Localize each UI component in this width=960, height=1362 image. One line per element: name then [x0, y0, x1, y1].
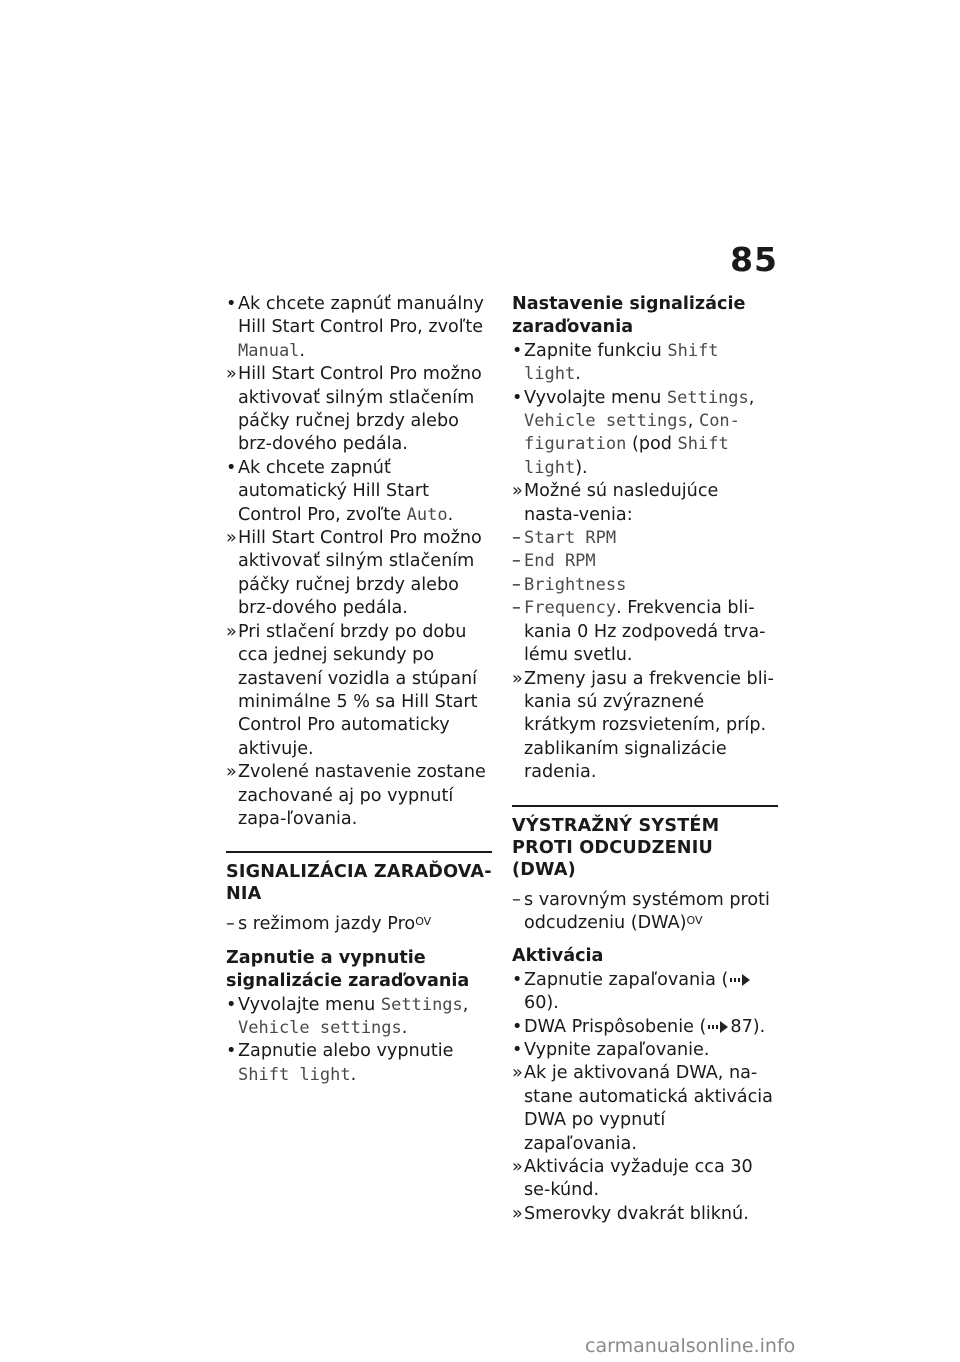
menu-option: Start RPM: [524, 528, 617, 549]
bullet-marker: •: [512, 1016, 523, 1037]
dash-marker: –: [226, 914, 235, 935]
result-item: [512, 1203, 778, 1226]
list-item: [512, 1016, 778, 1039]
menu-option: Vehicle settings: [524, 411, 688, 432]
result-marker: »: [512, 1203, 523, 1224]
result-marker: »: [512, 481, 523, 502]
item-text: s režimom jazdy Pro: [238, 914, 416, 935]
section-divider: [226, 851, 492, 853]
bullet-marker: •: [226, 294, 237, 314]
subheading: Zapnutie a vypnutie signalizácie zaraďovania: [226, 947, 470, 992]
menu-option: Settings: [666, 387, 749, 408]
dash-marker: –: [512, 551, 521, 572]
list-item: [512, 969, 778, 1016]
list-item: • Zapnutie alebo vypnutie Shift light.: [226, 1041, 454, 1085]
item-text: Zapnutie alebo vypnutie: [238, 1041, 454, 1062]
page-reference: 87).: [730, 1016, 766, 1037]
item-text: Ak chcete zapnúť manuálny Hill Start Control Pro, zvoľte: [238, 294, 484, 338]
result-item: [226, 527, 492, 621]
item-text: Hill Start Control Pro možno aktivovať silným stlačením páčky ručnej brzdy alebo brz-dového pedála.: [238, 528, 482, 619]
bullet-marker: •: [226, 457, 237, 478]
item-text: DWA Prispôsobenie (: [524, 1016, 707, 1037]
menu-option: Frequency: [524, 598, 617, 619]
item-text: . Frekvencia bli-kania 0 Hz zodpovedá trva-lému svetlu.: [524, 598, 766, 666]
item-text: Vypnite zapaľovanie.: [524, 1039, 710, 1060]
item-text: Smerovky dvakrát bliknú.: [524, 1203, 749, 1224]
list-item: • Vyvolajte menu Settings, Vehicle settings, Con-figuration (pod Shift light).: [512, 387, 755, 478]
option-item: [512, 550, 778, 573]
item-text: Ak chcete zapnúť automatický Hill Start Control Pro, zvoľte: [238, 457, 430, 525]
result-item: [512, 1062, 778, 1156]
dash-marker: –: [512, 574, 521, 595]
list-item: • Vyvolajte menu Settings, Vehicle settings.: [226, 994, 469, 1038]
option-superscript: OV: [686, 913, 703, 927]
list-item: • Zapnite funkciu Shift light.: [512, 340, 719, 385]
menu-option: Auto: [406, 504, 448, 525]
item-text: (pod: [626, 434, 678, 455]
page-number: 85: [730, 240, 778, 279]
result-item: [226, 621, 492, 761]
page-reference: 60).: [524, 993, 559, 1014]
menu-option: Brightness: [524, 574, 627, 595]
menu-option: Manual: [238, 340, 300, 361]
result-item: [512, 1156, 778, 1203]
bullet-marker: •: [512, 1039, 523, 1060]
item-text: Pri stlačení brzdy po dobu cca jednej sekundy po zastavení vozidla a stúpaní minimálne 5 % sa Hill Start Control Pro automaticky aktivuje.: [238, 621, 478, 759]
section-title: SIGNALIZÁCIA ZARAĎOVA-NIA: [226, 862, 492, 905]
right-column: [512, 293, 778, 1226]
menu-option: Shift light: [524, 340, 719, 385]
result-marker: »: [226, 762, 237, 783]
item-text: Zvolené nastavenie zostane zachované aj po vypnutí zapa-ľovania.: [238, 762, 486, 829]
item-text: Aktivácia vyžaduje cca 30 se-kúnd.: [524, 1157, 753, 1201]
watermark: carmanualsonline.info: [585, 1335, 796, 1357]
result-item: [226, 363, 492, 457]
item-text: Možné sú nasledujúce nasta-venia:: [524, 481, 719, 525]
item-text: Zmeny jasu a frekvencie bli-kania sú zvýraznené krátkym rozsvietením, príp. zablikaním signalizácie radenia.: [524, 668, 774, 783]
result-marker: »: [512, 1063, 523, 1084]
left-column: [226, 293, 492, 1087]
result-item: [512, 668, 778, 785]
bullet-marker: •: [226, 994, 237, 1015]
menu-option: Vehicle settings: [238, 1017, 402, 1038]
dash-marker: –: [512, 528, 521, 549]
result-item: [226, 761, 492, 831]
list-item: • Ak chcete zapnúť manuálny Hill Start Control Pro, zvoľte Manual.: [226, 294, 484, 361]
item-text: Vyvolajte menu: [524, 387, 667, 408]
dash-marker: –: [512, 889, 521, 910]
condition-item: [226, 913, 492, 936]
dash-marker: –: [512, 598, 521, 619]
item-text: Zapnite funkciu: [524, 340, 668, 361]
item-text: Ak je aktivovaná DWA, na-stane automatická aktivácia DWA po vypnutí zapaľovania.: [524, 1063, 773, 1154]
result-marker: »: [226, 621, 237, 642]
subheading: Nastavenie signalizácie zaraďovania: [512, 294, 746, 338]
menu-option: Shift light: [238, 1064, 351, 1085]
option-superscript: OV: [415, 915, 432, 929]
menu-option: Con-figuration: [524, 411, 740, 455]
condition-item: [512, 889, 778, 936]
bullet-marker: •: [226, 1041, 237, 1062]
section-divider: [512, 805, 778, 807]
item-text: Vyvolajte menu: [238, 994, 381, 1015]
result-marker: »: [226, 364, 237, 385]
section-title: VÝSTRAŽNÝ SYSTÉM PROTI ODCUDZENIU (DWA): [512, 815, 720, 880]
result-marker: »: [512, 1157, 523, 1177]
item-text: s varovným systémom proti odcudzeniu (DWA): [524, 889, 770, 933]
option-item: [512, 597, 778, 667]
result-marker: »: [512, 668, 523, 689]
result-item: [512, 480, 778, 527]
item-text: Zapnutie zapaľovania (: [524, 969, 729, 990]
subheading: Aktivácia: [512, 946, 604, 967]
option-item: [512, 574, 778, 597]
page-reference-arrow-icon: [708, 1021, 728, 1033]
result-marker: »: [226, 528, 237, 549]
list-item: • Ak chcete zapnúť automatický Hill Start Control Pro, zvoľte Auto.: [226, 457, 454, 525]
menu-option: Settings: [380, 994, 463, 1015]
list-item: [512, 1039, 778, 1062]
item-text: Hill Start Control Pro možno aktivovať silným stlačením páčky ručnej brzdy alebo brz-dového pedála.: [238, 364, 482, 455]
option-item: [512, 527, 778, 550]
bullet-marker: •: [512, 387, 523, 408]
bullet-marker: •: [512, 969, 523, 990]
bullet-marker: •: [512, 340, 523, 361]
menu-option: Shift light: [524, 434, 729, 478]
page-reference-arrow-icon: [730, 974, 750, 986]
menu-option: End RPM: [524, 551, 596, 572]
